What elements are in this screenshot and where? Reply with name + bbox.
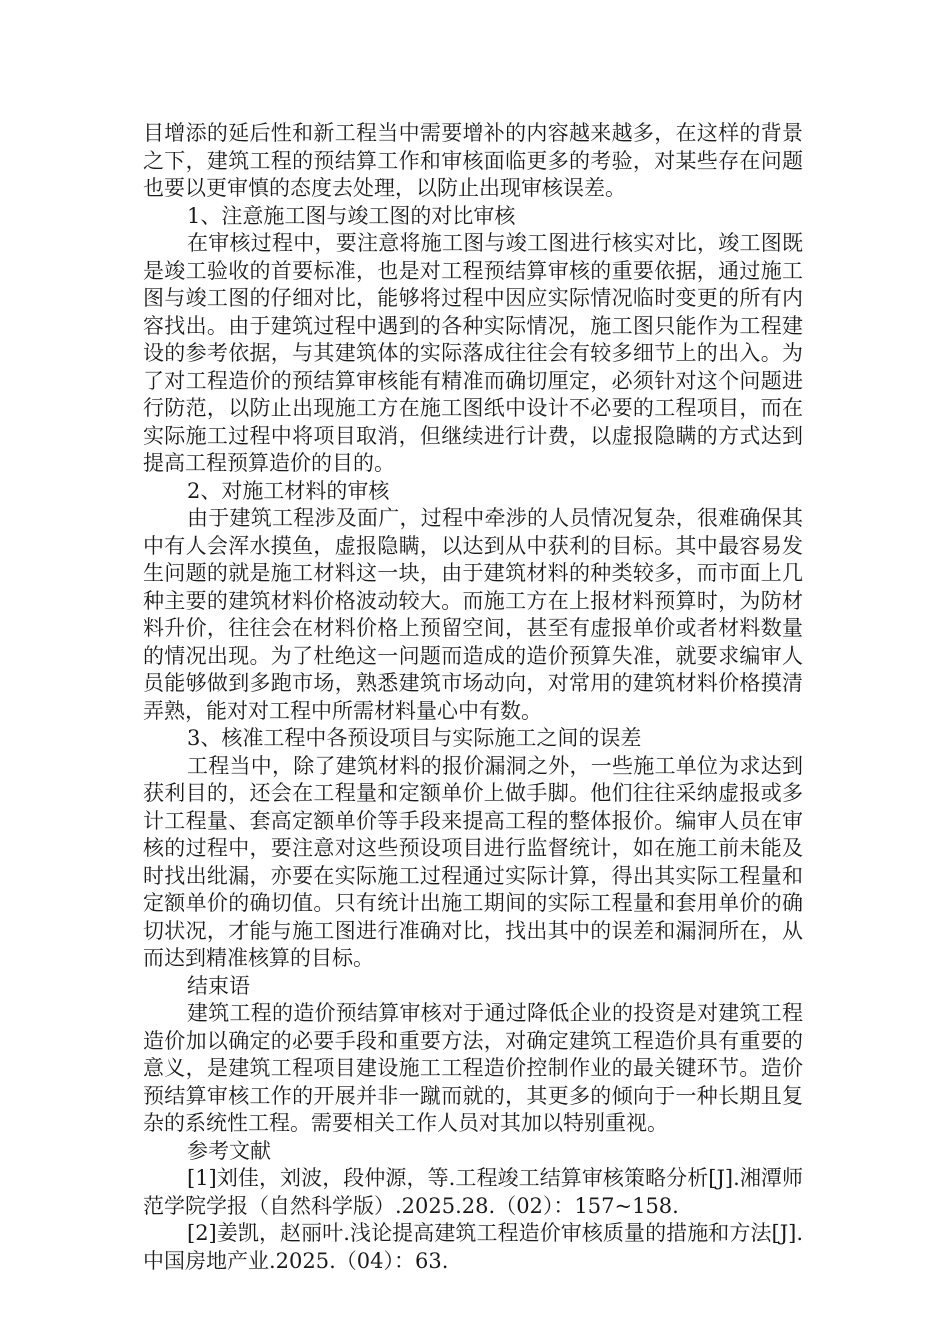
references-heading: 参考文献	[187, 1138, 271, 1163]
conclusion-body: 建筑工程的造价预结算审核对于通过降低企业的投资是对建筑工程造价加以确定的必要手段和重要方法，对确定建筑工程造价具有重要的意义，是建筑工程项目建设施工工程造价控制作业的最关键环节。造价预结算审核工作的开展并非一蹴而就的，其更多的倾向于一种长期且复杂的系统性工程。需要相关工作人员对其加以特别重视。	[143, 1001, 803, 1135]
conclusion-heading: 结束语	[187, 973, 250, 998]
document-page	[143, 120, 803, 1275]
reference-item: [1]刘佳，刘波，段仲源，等.工程竣工结算审核策略分析[J].湘潭师范学院学报（自然科学版）.2025.28.（02）：157~158.	[143, 1166, 803, 1218]
intro-paragraph: 目增添的延后性和新工程当中需要增补的内容越来越多，在这样的背景之下，建筑工程的预结算工作和审核面临更多的考验，对某些存在问题也要以更审慎的态度去处理，以防止出现审核误差。	[143, 121, 803, 200]
section1-body: 在审核过程中，要注意将施工图与竣工图进行核实对比，竣工图既是竣工验收的首要标准，也是对工程预结算审核的重要依据，通过施工图与竣工图的仔细对比，能够将过程中因应实际情况临时变更的所有内容找出。由于建筑过程中遇到的各种实际情况，施工图只能作为工程建设的参考依据，与其建筑体的实际落成往往会有较多细节上的出入。为了对工程造价的预结算审核能有精准而确切厘定，必须针对这个问题进行防范，以防止出现施工方在施工图纸中设计不必要的工程项目，而在实际施工过程中将项目取消，但继续进行计费，以虚报隐瞒的方式达到提高工程预算造价的目的。	[143, 231, 803, 475]
section2-heading: 2、对施工材料的审核	[187, 478, 390, 503]
section3-heading: 3、核准工程中各预设项目与实际施工之间的误差	[187, 726, 642, 750]
section2-body: 由于建筑工程涉及面广，过程中牵涉的人员情况复杂，很难确保其中有人会浑水摸鱼，虚报隐瞒，以达到从中获利的目标。其中最容易发生问题的就是施工材料这一块，由于建筑材料的种类较多，而市面上几种主要的建筑材料价格波动较大。而施工方在上报材料预算时，为防材料升价，往往会在材料价格上预留空间，甚至有虚报单价或者材料数量的情况出现。为了杜绝这一问题而造成的造价预算失准，就要求编审人员能够做到多跑市场，熟悉建筑市场动向，对常用的建筑材料价格摸清弄熟，能对对工程中所需材料量心中有数。	[143, 506, 803, 723]
section1-heading: 1、注意施工图与竣工图的对比审核	[187, 203, 516, 228]
reference-item: [2]姜凯，赵丽叶.浅论提高建筑工程造价审核质量的措施和方法[J].中国房地产业.2025.（04）：63.	[143, 1221, 803, 1273]
section3-body: 工程当中，除了建筑材料的报价漏洞之外，一些施工单位为求达到获利目的，还会在工程量和定额单价上做手脚。他们往往采纳虚报或多计工程量、套高定额单价等手段来提高工程的整体报价。编审人员在审核的过程中，要注意对这些预设项目进行监督统计，如在施工前未能及时找出纰漏，亦要在实际施工过程通过实际计算，得出其实际工程量和定额单价的确切值。只有统计出施工期间的实际工程量和套用单价的确切状况，才能与施工图进行准确对比，找出其中的误差和漏洞所在，从而达到精准核算的目标。	[143, 753, 803, 970]
